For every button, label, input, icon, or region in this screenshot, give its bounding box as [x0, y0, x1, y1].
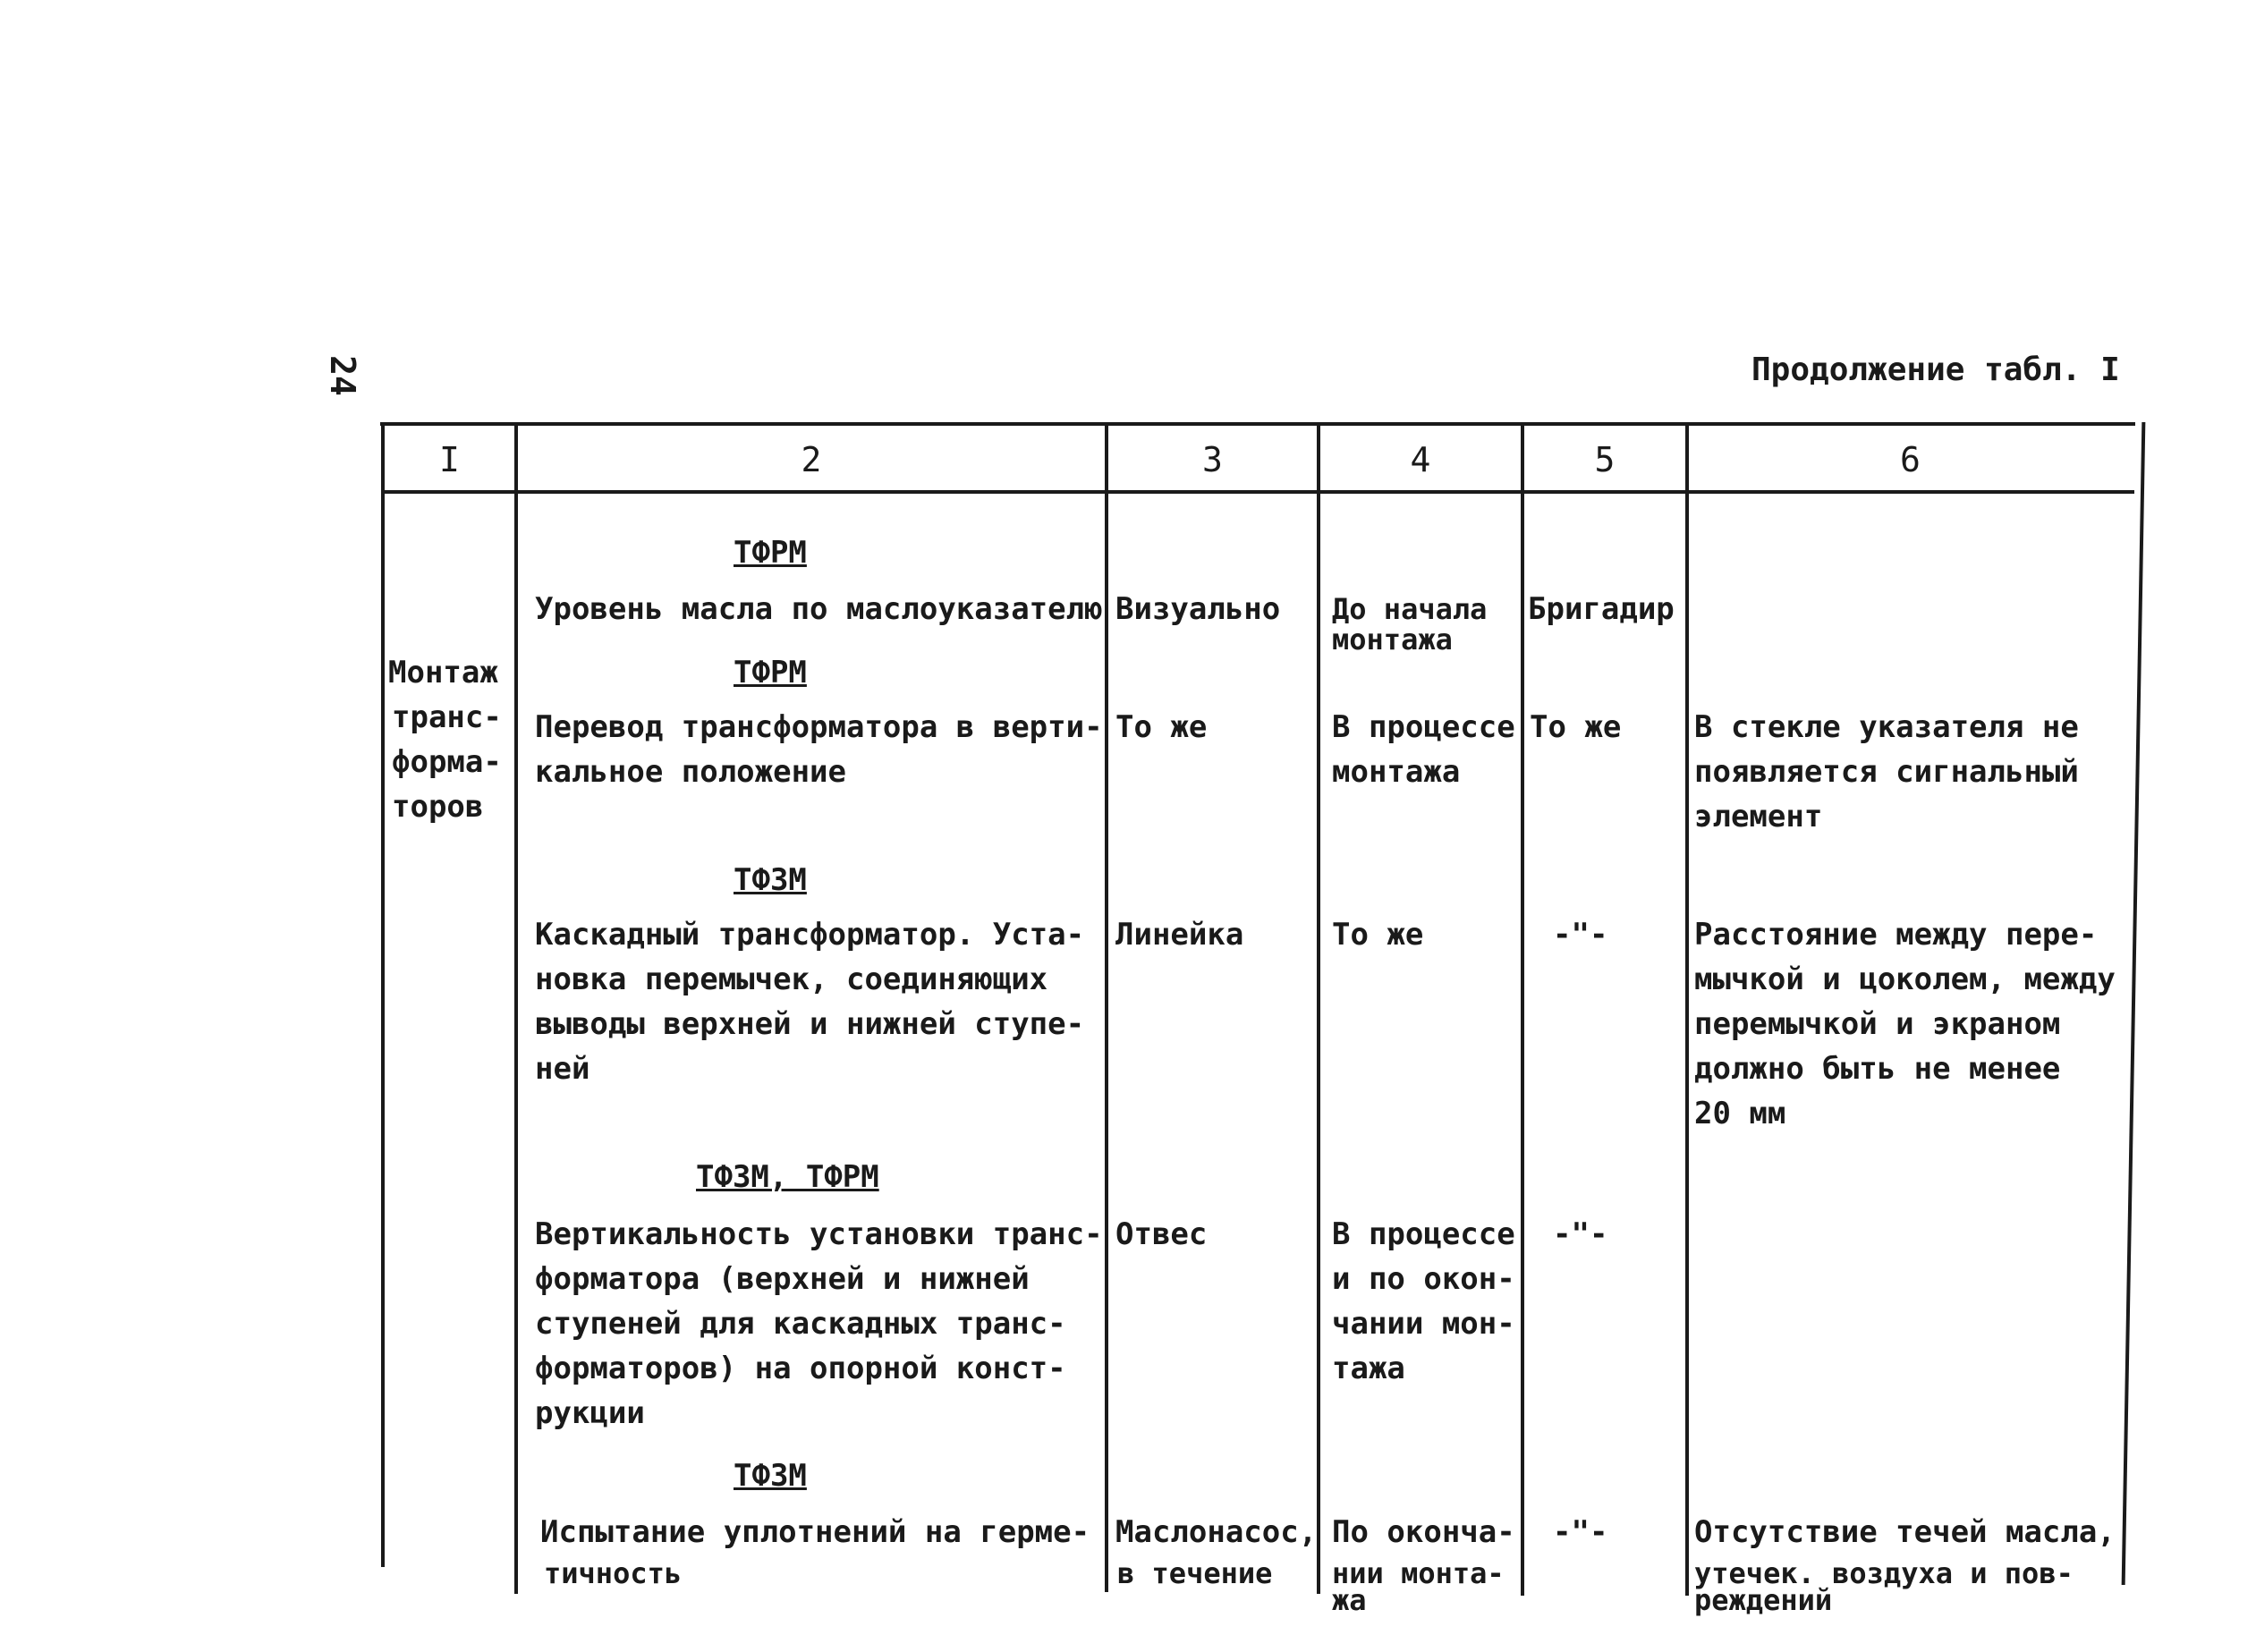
cell-text: тажа [1332, 1351, 1405, 1386]
cell-text: Маслонасос, [1115, 1514, 1318, 1550]
cell-text: Отсутствие течей масла, [1694, 1514, 2116, 1550]
cell-text: По оконча- [1332, 1514, 1515, 1550]
cell-text: Перевод трансформатора в верти- [535, 709, 1103, 745]
col-border-left [381, 422, 385, 1567]
cell-text: жа [1332, 1583, 1367, 1617]
page-number: 24 [322, 355, 362, 396]
header-bottom-border [383, 490, 2134, 494]
cell-text: Вертикальность установки транс- [535, 1216, 1103, 1252]
cell-text: и по окон- [1332, 1261, 1515, 1297]
col-border-1 [514, 422, 518, 1594]
cell-text: новка перемычек, соединяющих [535, 962, 1048, 997]
col1-line: Монтаж [388, 655, 498, 690]
col-border-3 [1317, 422, 1320, 1594]
cell-text: перемычкой и экраном [1694, 1006, 2061, 1042]
cell-text: мычкой и цоколем, между [1694, 962, 2116, 997]
cell-text: До начала [1332, 592, 1488, 626]
cell-text: рукции [535, 1395, 645, 1431]
cell-text: Отвес [1115, 1216, 1208, 1252]
cell-text: кальное положение [535, 754, 846, 790]
cell-text: Испытание уплотнений на герме- [540, 1514, 1090, 1550]
cell-text: утечек. воздуха и пов- [1694, 1556, 2074, 1590]
cell-text: -"- [1553, 1514, 1608, 1550]
cell-text: форматора (верхней и нижней [535, 1261, 1030, 1297]
cell-text: В стекле указателя не [1694, 709, 2079, 745]
cell-text: должно быть не менее [1694, 1051, 2061, 1087]
cell-text: В процессе [1332, 1216, 1515, 1252]
cell-text: монтажа [1332, 754, 1461, 790]
cell-text: выводы верхней и нижней ступе- [535, 1006, 1085, 1042]
col1-line: транс- [392, 699, 502, 735]
col-border-4 [1521, 422, 1524, 1596]
cell-text: монтажа [1332, 623, 1453, 657]
cell-text: нии монта- [1332, 1556, 1505, 1590]
cell-text: То же [1332, 917, 1424, 953]
cell-text: Уровень масла по маслоуказателю [535, 591, 1103, 627]
table-caption: Продолжение табл. I [1751, 352, 2120, 388]
type-mark: ТФЗМ, ТФРМ [696, 1159, 879, 1195]
cell-text: форматоров) на опорной конст- [535, 1351, 1066, 1386]
cell-text: -"- [1553, 1216, 1608, 1252]
col-border-5 [1685, 422, 1689, 1596]
cell-text: Бригадир [1528, 591, 1675, 627]
header-col-1: I [439, 440, 460, 479]
type-mark: ТФЗМ [734, 862, 807, 898]
header-col-5: 5 [1594, 440, 1616, 479]
header-col-2: 2 [801, 440, 822, 479]
cell-text: в течение [1117, 1556, 1273, 1590]
cell-text: ней [535, 1051, 590, 1087]
type-mark: ТФРМ [734, 535, 807, 571]
header-col-6: 6 [1900, 440, 1921, 479]
table-top-border [380, 422, 2135, 426]
type-mark: ТФРМ [734, 655, 807, 690]
cell-text: ступеней для каскадных транс- [535, 1306, 1066, 1342]
cell-text: реждений [1694, 1583, 1833, 1617]
col1-line: форма- [392, 744, 502, 780]
cell-text: чании мон- [1332, 1306, 1515, 1342]
type-mark: ТФЗМ [734, 1458, 807, 1494]
header-col-4: 4 [1410, 440, 1431, 479]
cell-text: Визуально [1115, 591, 1281, 627]
cell-text: появляется сигнальный [1694, 754, 2079, 790]
col-border-right [2122, 422, 2146, 1585]
header-col-3: 3 [1202, 440, 1223, 479]
cell-text: элемент [1694, 799, 1823, 834]
cell-text: -"- [1553, 917, 1608, 953]
cell-text: Линейка [1115, 917, 1244, 953]
col-border-2 [1105, 422, 1108, 1592]
cell-text: Каскадный трансформатор. Уста- [535, 917, 1085, 953]
cell-text: То же [1115, 709, 1208, 745]
cell-text: Расстояние между пере- [1694, 917, 2098, 953]
cell-text: То же [1530, 709, 1622, 745]
cell-text: 20 мм [1694, 1096, 1786, 1131]
cell-text: В процессе [1332, 709, 1515, 745]
col1-line: торов [392, 789, 484, 825]
cell-text: тичность [544, 1556, 683, 1590]
